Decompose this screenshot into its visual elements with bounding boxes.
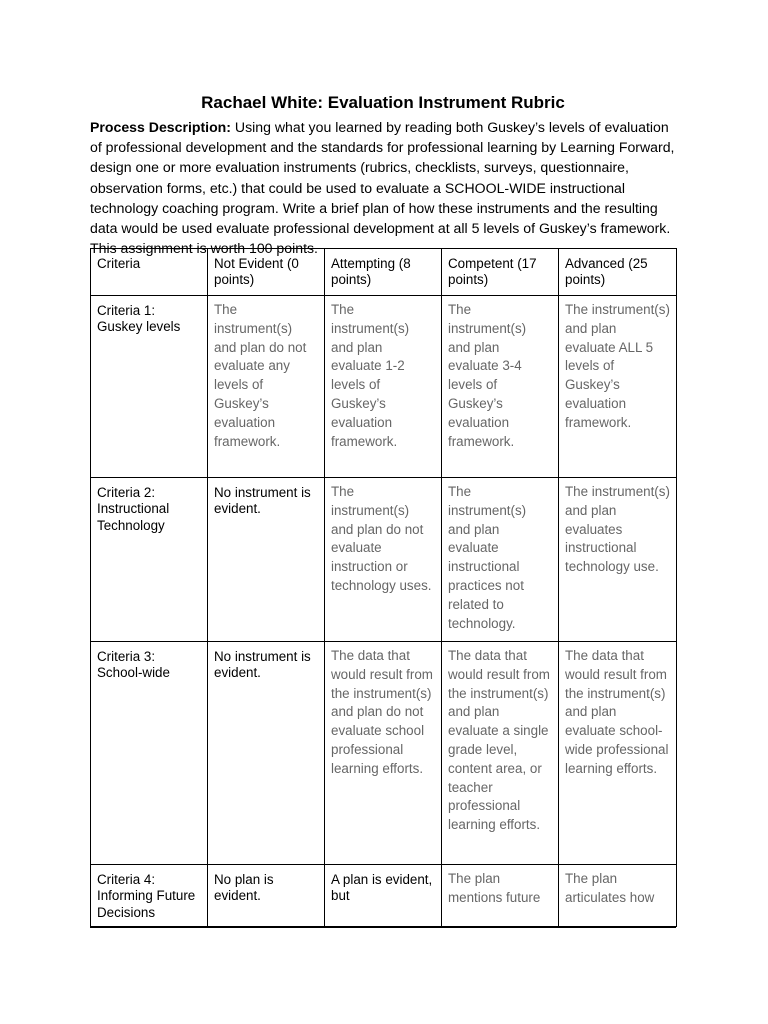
process-label: Process Description: — [90, 119, 231, 135]
attempting-cell: The instrument(s) and plan evaluate 1-2 levels of Guskey’s evaluation framework. — [325, 296, 442, 478]
table-row — [91, 865, 677, 928]
criteria-cell: Criteria 2: Instructional Technology — [91, 478, 208, 642]
advanced-cell: The data that would result from the instrument(s) and plan evaluate school-wide professional learning efforts. — [559, 642, 677, 865]
competent-cell: The plan mentions future — [442, 865, 559, 928]
advanced-cell: The plan articulates how — [559, 865, 677, 928]
competent-cell: The data that would result from the instrument(s) and plan evaluate a single grade level, content area, or teacher professional learning efforts. — [442, 642, 559, 865]
header-not-evident: Not Evident (0 points) — [208, 249, 325, 296]
process-text: Using what you learned by reading both Guskey’s levels of evaluation of professional development and the standards for professional learning by Learning Forward, design one or more evaluation instruments (rubrics, checklists, surveys, questionnaire, observation forms, etc.) that could be used to evaluate a SCHOOL-WIDE instructional technology coaching program. Write a brief plan of how these instruments and the resulting data would be used evaluate professional development at all 5 levels of Guskey’s framework. This assignment is worth 100 points. — [90, 119, 675, 257]
criteria-cell: Criteria 3: School-wide — [91, 642, 208, 865]
table-header-row — [91, 249, 677, 296]
attempting-cell: The data that would result from the instrument(s) and plan do not evaluate school professional learning efforts. — [325, 642, 442, 865]
criteria-cell: Criteria 4: Informing Future Decisions — [91, 865, 208, 928]
process-description — [90, 117, 680, 258]
not-evident-cell: No instrument is evident. — [208, 478, 325, 642]
not-evident-cell: No plan is evident. — [208, 865, 325, 928]
table-row — [91, 478, 677, 642]
table-row — [91, 296, 677, 478]
competent-cell: The instrument(s) and plan evaluate 3-4 levels of Guskey’s evaluation framework. — [442, 296, 559, 478]
not-evident-cell: No instrument is evident. — [208, 642, 325, 865]
table-row — [91, 642, 677, 865]
not-evident-cell: The instrument(s) and plan do not evaluate any levels of Guskey’s evaluation framework. — [208, 296, 325, 478]
header-attempting: Attempting (8 points) — [325, 249, 442, 296]
advanced-cell: The instrument(s) and plan evaluates instructional technology use. — [559, 478, 677, 642]
document-title: Rachael White: Evaluation Instrument Rubric — [201, 93, 565, 112]
advanced-cell: The instrument(s) and plan evaluate ALL 5 levels of Guskey’s evaluation framework. — [559, 296, 677, 478]
attempting-cell: The instrument(s) and plan do not evaluate instruction or technology uses. — [325, 478, 442, 642]
rubric-table — [90, 248, 677, 927]
header-advanced: Advanced (25 points) — [559, 249, 677, 296]
table-bottom-border — [90, 926, 676, 928]
header-competent: Competent (17 points) — [442, 249, 559, 296]
competent-cell: The instrument(s) and plan evaluate instructional practices not related to technology. — [442, 478, 559, 642]
criteria-cell: Criteria 1: Guskey levels — [91, 296, 208, 478]
header-criteria: Criteria — [91, 249, 208, 296]
attempting-cell: A plan is evident, but — [325, 865, 442, 928]
